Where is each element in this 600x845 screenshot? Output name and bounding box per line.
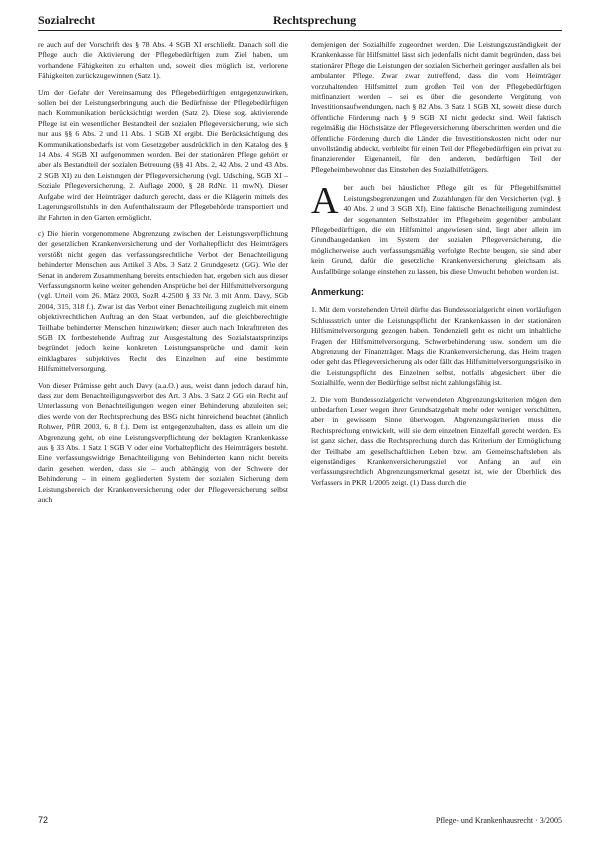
- running-header: [38, 6, 562, 28]
- header-rule: [38, 30, 562, 31]
- annotation-paragraph: 2. Die vom Bundessozialgericht verwendeten Abgrenzungskriterien mögen den unbedarften Leser wegen ihrer Grundsatzgehalt mehr oder weniger verschütten, aber in gewissem Sinne überwogen. Abgrenzungskriterien muss die Rechtsprechung entwickelt, will sie dem einzelnen Einzelfall gerecht werden. Es ist ganz sicher, dass die Rechtsprechung durch das Kriterium der Ermöglichung der Teilhabe am gesellschaftlichen Leben bzw. am Gemeinschaftsleben als eigenständiges Krankenversicherungsziel vor Anfang an auf ein verfassungsrechtlich Abgrenzungsmerkmal gesetzt ist, wie der Überblick des Verfassers in PKR 1/2005 zeigt. (1) Dass durch die: [311, 394, 561, 487]
- page-footer: [38, 812, 562, 828]
- paragraph: Um der Gefahr der Vereinsamung des Pflegebedürftigen entgegenzuwirken, sollen bei der Leistungserbringung auch die Bedürfnisse der Pflegebedürftigen nach Kommunikation berücksichtigt werden (Satz 2). Diese sog. aktivierende Pflege ist ein wesentlicher Bestandteil der sozialen Pflegeversicherung, wie sich nur aus §§ 6 Abs. 2 und 11 Abs. 1 SGB XI ergibt. Die Berücksichtigung des Kommunikationsbedarfs ist vom Gesetzgeber ausdrücklich in den Katalog des § 14 Abs. 4 SGB XI aufgenommen worden. Bei der stationären Pflege gehört er aber als Bestandteil der sozialen Betreuung (§§ 41 Abs. 2, 42 Abs. 2 und 43 Abs. 2 SGB XI) zu den Leistungen der Pflegeversicherung (vgl. Udsching, SGB XI – Soziale Pflegeversicherung, 2. Auflage 2000, § 28 RdNr. 11 mwN). Dieser Aufgabe wird der Heimträger dadurch gerecht, dass er die Klägerin mittels des Lagerungsrollstuhls in den Aufenthaltsraum der Pflegebehörde transportiert und ihr Fahrten in den Garten ermöglicht.: [38, 87, 288, 222]
- paragraph: demjenigen der Sozialhilfe zugeordnet werden. Die Leistungszuständigkeit der Krankenkasse für Hilfsmittel lässt sich jedenfalls nicht damit begründen, dass bei stationärer Pflege die Leistungen der sozialen Sicherheit geringer ausfallen als bei ambulanter Pflege. Zwar zwar zutreffend, dass die vom Heimträger vorzuhaltenden Hilfsmittel zum großen Teil von der Pflegebedürftigen mitfinanziert werden – sei es über die gesonderte Vergütung von Investitionsaufwendungen, nach § 82 Abs. 3 Satz 1 SGB XI, soweit diese durch öffentliche Förderung nach § 9 SGB XI nicht gedeckt sind. Weil faktisch regelmäßig die Höchstsätze der Pflegeversicherung überschritten werden und die öffentliche Förderung durch die Länder die Investitionskosten nicht oder nur unvollständig abdeckt, verbleibt für einen Teil der Pflegebedürftigen ein privat zu finanzierender Eigenanteil, für den anderen, bedürftigen Teil der Pflegeheimbewohner das Einstehen des Sozialhilfeträgers.: [311, 40, 561, 174]
- annotation-heading: Anmerkung:: [311, 286, 365, 297]
- dropcap-letter: A: [311, 180, 339, 223]
- paragraph: re auch auf der Vorschrift des § 78 Abs. 4 SGB XI erschließt. Danach soll die Pflege auch die Aktivierung der Pflegebedürftigen zum Ziel haben, um vorhandene Fähigkeiten zu erhalten und, soweit dies möglich ist, verlorene Fähigkeiten zurückzugewinnen (Satz 1).: [38, 40, 288, 81]
- header-category: Rechtsprechung: [273, 13, 357, 27]
- annotation-paragraph: 1. Mit dem vorstehenden Urteil dürfte das Bundessozialgericht einen vorläufigen Schlussstrich unter die Leistungspflicht der Krankenkassen in der stationären Hilfsmittelversorgung gezogen haben. Tendenziell geht es nicht um inhaltliche Fragen der Hilfsmittelversorgung, Schwerbehinderung usw. sondern um die Abgrenzung der Finanzträger. Mags die Krankenversicherung, das Heim tragen oder geht das Pflegeversicherung als oder fällt das Hilfsmittelversorgungsrisiko in die Leistungspflicht des Einzelnen selbst, notfalls abgesichert über die Sozialhilfe, wenn der Bedürftige selbst nicht zahlungsfähig ist.: [311, 305, 561, 388]
- left-column: [38, 40, 288, 802]
- right-column: [311, 40, 561, 802]
- page-number: 72: [38, 815, 49, 825]
- paragraph: c) Die hierin vorgenommene Abgrenzung zwischen der Leistungsverpflichtung der gesetzlichen Krankenversicherung und der Vorhaltepflicht des Heimträgers verstößt nicht gegen das verfassungsrechtliche Verbot der Benachteiligung behinderter Menschen aus Artikel 3 Abs. 3 Satz 2 Grundgesetz (GG). Wie der Senat in anderem Zusammenhang bereits entschieden hat, ergeben sich aus dieser Verfassungsnorm keine weiter gehenden Ansprüche bei der Hilfsmittelversorgung (vgl. Urteil vom 26. März 2003, SozR 4-2500 § 33 Nr. 3 mit Anm. Davy, SGb 2004, 315, 318 f.). Zwar ist das Verbot einer Benachteiligung zugleich mit einem objektivrechtlichen Auftrag an den Staat verbunden, auf die gleichberechtigte Teilhabe behinderter Menschen hinzuwirken; dieser auch nach Inkrafttreten des SGB IX fortbestehende Auftrag zur Ausgestaltung des Sozialstaatsprinzips begründet jedoch keine konkreten Leistungsansprüche und damit kein einklagbares subjektives Recht des Einzelnen auf eine bestimmte Hilfsmittelversorgung.: [38, 228, 288, 374]
- header-section-title: Sozialrecht: [38, 13, 96, 27]
- paragraph: Von dieser Prämisse geht auch Davy (a.a.O.) aus, weist dann jedoch darauf hin, dass zur dem Benachteiligungsverbot des Art. 3 Abs. 3 Satz 2 GG ein Recht auf Unterlassung von Benachteiligungen wegen einer Behinderung abzuleiten sei; dies werde von der Rechtsprechung des BSG nicht hinreichend beachtet (ähnlich Rohwer, PflR 2003, 6, 8 f.). Dem ist entgegenzuhalten, dass es allein um die Abgrenzung geht, ob eine Leistungsverpflichtung der beklagten Krankenkasse aus § 33 Abs. 1 Satz 1 SGB V oder eine Vorhaltepflicht des Heimträgers besteht. Eine verfassungswidrige Benachteiligung von Behinderten kann nicht bereits darin gesehen werden, dass sie – auch abhängig von der Schwere der Behinderung – in einem gegliederten System der sozialen Sicherung dem Leistungsbereich der Krankenversicherung oder der Pflegeversicherung selbst auch: [38, 380, 288, 505]
- dropcap-paragraph: [311, 180, 561, 277]
- paragraph: ber auch bei häuslicher Pflege gilt es für Pflegehilfsmittel Leistungsbegrenzungen und Zuzahlungen für den Versicherten (vgl. § 40 Abs. 2 und 3 SGB XI). Eine faktische Benachteiligung zumindest der sogenannten Selbstzahler im Pflegeheim gegenüber ambulant Pflegebedürftigen, die ein Hilfsmittel angewiesen sind, liegt aber allein im Grundbaugedanken im System der sozialen Pflegeversicherung, die möglicherweise auch verfassungsmäßig verfolgte Rechte beugen, sie sind aber kein Grund, dafür die gesetzliche Krankenversicherung gleichsam als Ausfallbürge solange einstehen zu lassen, bis diese Unwucht behoben worden ist.: [311, 183, 561, 276]
- journal-reference: Pflege- und Krankenhausrecht · 3/2005: [435, 815, 562, 825]
